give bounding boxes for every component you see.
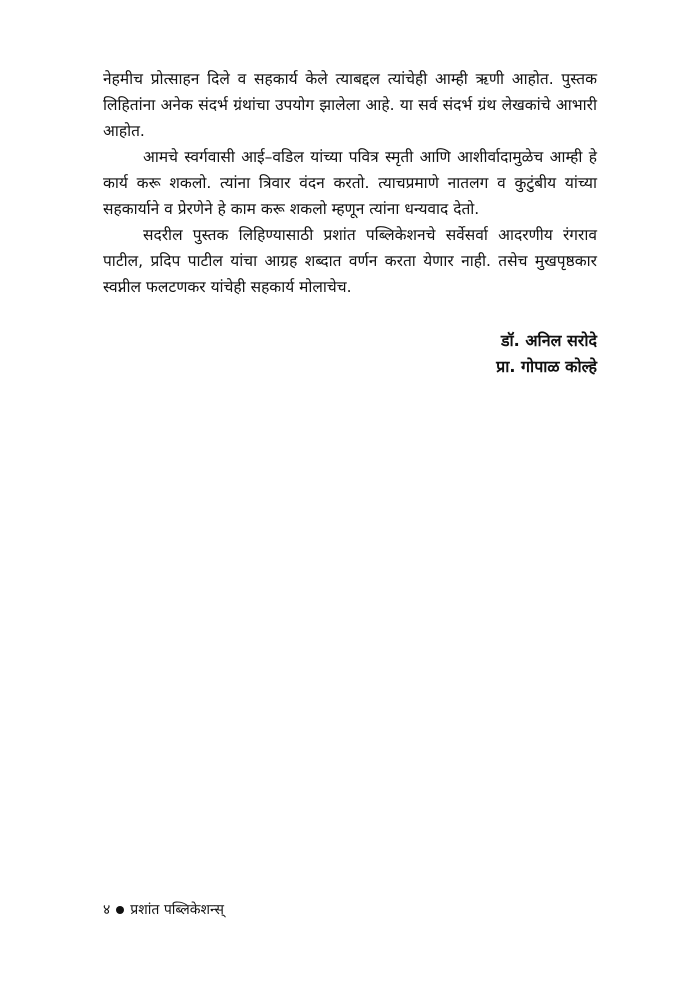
- page-number: ४: [103, 902, 111, 918]
- page-body: [103, 66, 597, 300]
- signature-author-2: प्रा. गोपाळ कोल्हे: [496, 357, 597, 376]
- bullet-icon: [116, 906, 124, 914]
- paragraph-3: सदरील पुस्तक लिहिण्यासाठी प्रशांत पब्लिकेशनचे सर्वेसर्वा आदरणीय रंगराव पाटील, प्रदिप पाटील यांचा आग्रह शब्दात वर्णन करता येणार नाही. तसेच मुखपृष्ठकार स्वप्नील फलटणकर यांचेही सहकार्य मोलाचेच.: [103, 226, 597, 296]
- paragraph-2: आमचे स्वर्गवासी आई–वडिल यांच्या पवित्र स्मृती आणि आशीर्वादामुळेच आम्ही हे कार्य करू शकलो. त्यांना त्रिवार वंदन करतो. त्याचप्रमाणे नातलग व कुटुंबीय यांच्या सहकार्याने व प्रेरणेने हे काम करू शकलो म्हणून त्यांना धन्यवाद देतो.: [103, 148, 597, 218]
- signature-block: [496, 328, 597, 380]
- signature-author-1: डॉ. अनिल सरोदे: [500, 331, 597, 350]
- page-footer: [103, 900, 224, 920]
- paragraph-1: नेहमीच प्रोत्साहन दिले व सहकार्य केले त्याबद्दल त्यांचेही आम्ही ऋणी आहोत. पुस्तक लिहितांना अनेक संदर्भ ग्रंथांचा उपयोग झालेला आहे. या सर्व संदर्भ ग्रंथ लेखकांचे आभारी आहोत.: [103, 70, 597, 140]
- publisher-name: प्रशांत पब्लिकेशन्स्: [130, 902, 224, 918]
